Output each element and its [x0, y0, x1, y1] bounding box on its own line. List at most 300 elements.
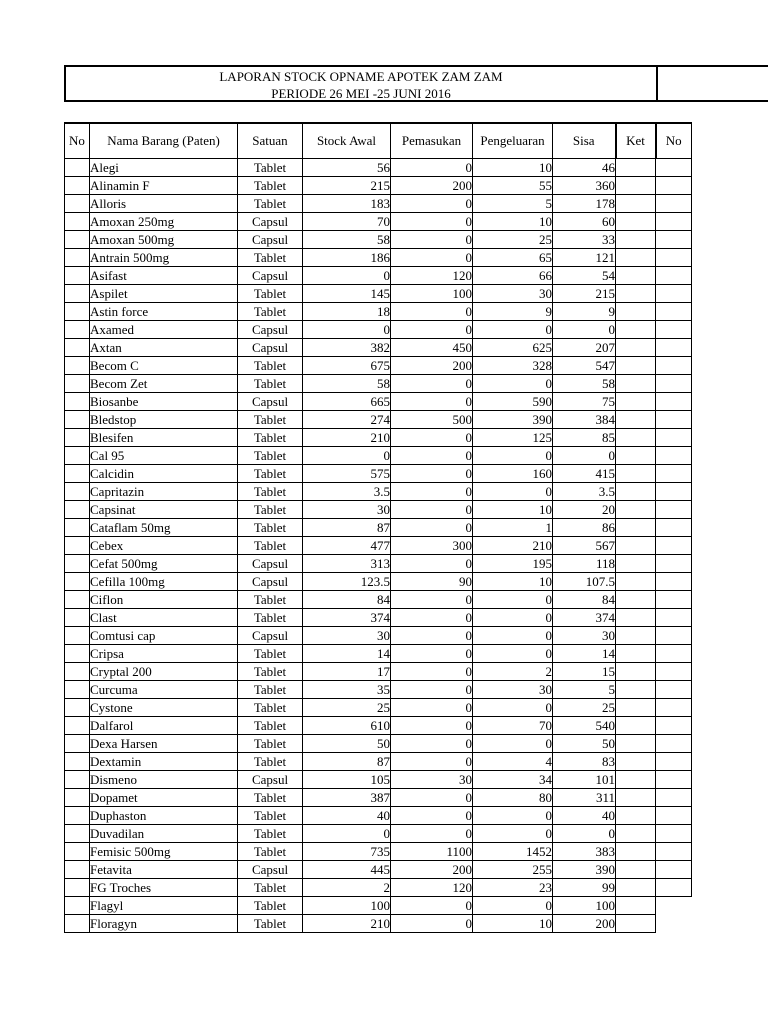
cell-no	[65, 339, 90, 357]
table-row	[65, 897, 692, 915]
cell-unit: Capsul	[238, 213, 303, 231]
cell-no-right	[656, 159, 692, 177]
cell-name: Duphaston	[90, 807, 238, 825]
cell-sisa: 547	[553, 357, 616, 375]
cell-sisa: 0	[553, 321, 616, 339]
cell-ket	[616, 717, 656, 735]
cell-name: Dalfarol	[90, 717, 238, 735]
cell-sisa: 101	[553, 771, 616, 789]
cell-stock-awal: 675	[303, 357, 391, 375]
cell-unit: Tablet	[238, 915, 303, 933]
cell-stock-awal: 56	[303, 159, 391, 177]
cell-sisa: 40	[553, 807, 616, 825]
table-row	[65, 645, 692, 663]
cell-no	[65, 555, 90, 573]
cell-no-right	[656, 519, 692, 537]
cell-name: Biosanbe	[90, 393, 238, 411]
table-row	[65, 321, 692, 339]
cell-ket	[616, 609, 656, 627]
cell-pengeluaran: 0	[473, 735, 553, 753]
cell-no-right	[656, 735, 692, 753]
cell-unit: Capsul	[238, 339, 303, 357]
cell-pengeluaran: 0	[473, 591, 553, 609]
cell-no-right	[656, 681, 692, 699]
cell-no-right	[656, 879, 692, 897]
cell-unit: Tablet	[238, 447, 303, 465]
cell-no-right	[656, 267, 692, 285]
cell-ket	[616, 591, 656, 609]
cell-pengeluaran: 25	[473, 231, 553, 249]
cell-no	[65, 249, 90, 267]
cell-pemasukan: 500	[391, 411, 473, 429]
cell-sisa: 415	[553, 465, 616, 483]
cell-no-right	[656, 429, 692, 447]
cell-pemasukan: 90	[391, 573, 473, 591]
cell-ket	[616, 789, 656, 807]
cell-ket	[616, 807, 656, 825]
cell-no	[65, 483, 90, 501]
cell-no-right	[656, 465, 692, 483]
cell-pemasukan: 0	[391, 159, 473, 177]
cell-sisa: 567	[553, 537, 616, 555]
cell-pengeluaran: 0	[473, 897, 553, 915]
cell-sisa: 360	[553, 177, 616, 195]
cell-no-right	[656, 249, 692, 267]
table-row	[65, 231, 692, 249]
cell-pemasukan: 0	[391, 393, 473, 411]
cell-name: Alegi	[90, 159, 238, 177]
cell-pemasukan: 0	[391, 231, 473, 249]
cell-no-right	[656, 483, 692, 501]
header-ket: Ket	[616, 123, 656, 159]
cell-pemasukan: 200	[391, 861, 473, 879]
cell-name: Blesifen	[90, 429, 238, 447]
cell-sisa: 14	[553, 645, 616, 663]
table-row	[65, 825, 692, 843]
cell-no	[65, 375, 90, 393]
table-row	[65, 303, 692, 321]
cell-pengeluaran: 10	[473, 915, 553, 933]
cell-pemasukan: 200	[391, 177, 473, 195]
cell-ket	[616, 393, 656, 411]
table-row	[65, 285, 692, 303]
cell-stock-awal: 387	[303, 789, 391, 807]
table-row	[65, 627, 692, 645]
cell-name: Becom Zet	[90, 375, 238, 393]
cell-name: Bledstop	[90, 411, 238, 429]
table-row	[65, 843, 692, 861]
cell-name: Dexa Harsen	[90, 735, 238, 753]
cell-sisa: 118	[553, 555, 616, 573]
cell-no-right	[656, 897, 692, 915]
table-body	[65, 159, 692, 933]
cell-name: Dopamet	[90, 789, 238, 807]
cell-no	[65, 681, 90, 699]
cell-no	[65, 789, 90, 807]
cell-no-right	[656, 717, 692, 735]
cell-stock-awal: 0	[303, 321, 391, 339]
table-row	[65, 735, 692, 753]
cell-pengeluaran: 1452	[473, 843, 553, 861]
table-row	[65, 501, 692, 519]
cell-sisa: 374	[553, 609, 616, 627]
table-row	[65, 483, 692, 501]
table-row	[65, 249, 692, 267]
cell-ket	[616, 537, 656, 555]
table-row	[65, 789, 692, 807]
cell-name: Alinamin F	[90, 177, 238, 195]
cell-no-right	[656, 303, 692, 321]
cell-name: Amoxan 500mg	[90, 231, 238, 249]
cell-sisa: 0	[553, 825, 616, 843]
cell-pemasukan: 0	[391, 555, 473, 573]
cell-no-right	[656, 321, 692, 339]
cell-name: Cefilla 100mg	[90, 573, 238, 591]
cell-no	[65, 159, 90, 177]
cell-sisa: 200	[553, 915, 616, 933]
cell-sisa: 3.5	[553, 483, 616, 501]
cell-pengeluaran: 80	[473, 789, 553, 807]
cell-sisa: 15	[553, 663, 616, 681]
cell-no	[65, 645, 90, 663]
cell-no-right	[656, 789, 692, 807]
cell-name: Cystone	[90, 699, 238, 717]
cell-stock-awal: 40	[303, 807, 391, 825]
cell-pengeluaran: 70	[473, 717, 553, 735]
cell-pengeluaran: 0	[473, 825, 553, 843]
cell-name: Capsinat	[90, 501, 238, 519]
cell-name: Aspilet	[90, 285, 238, 303]
cell-name: Alloris	[90, 195, 238, 213]
cell-name: FG Troches	[90, 879, 238, 897]
cell-pengeluaran: 0	[473, 375, 553, 393]
cell-sisa: 215	[553, 285, 616, 303]
cell-pemasukan: 0	[391, 915, 473, 933]
cell-pengeluaran: 0	[473, 609, 553, 627]
table-row	[65, 519, 692, 537]
cell-name: Capritazin	[90, 483, 238, 501]
table-row	[65, 861, 692, 879]
table-row	[65, 681, 692, 699]
cell-name: Asifast	[90, 267, 238, 285]
cell-name: Axtan	[90, 339, 238, 357]
cell-no-right	[656, 177, 692, 195]
cell-no	[65, 213, 90, 231]
table-row	[65, 717, 692, 735]
cell-no	[65, 897, 90, 915]
cell-name: Cebex	[90, 537, 238, 555]
cell-no	[65, 699, 90, 717]
cell-stock-awal: 382	[303, 339, 391, 357]
cell-ket	[616, 699, 656, 717]
cell-pengeluaran: 4	[473, 753, 553, 771]
cell-unit: Tablet	[238, 249, 303, 267]
cell-stock-awal: 87	[303, 519, 391, 537]
cell-unit: Tablet	[238, 375, 303, 393]
cell-pengeluaran: 10	[473, 501, 553, 519]
cell-sisa: 33	[553, 231, 616, 249]
cell-name: Astin force	[90, 303, 238, 321]
cell-unit: Tablet	[238, 429, 303, 447]
cell-pemasukan: 0	[391, 501, 473, 519]
cell-sisa: 384	[553, 411, 616, 429]
cell-name: Floragyn	[90, 915, 238, 933]
cell-no-right	[656, 447, 692, 465]
cell-no	[65, 591, 90, 609]
cell-no	[65, 429, 90, 447]
table-row	[65, 699, 692, 717]
cell-no-right	[656, 609, 692, 627]
cell-no	[65, 357, 90, 375]
cell-no-right	[656, 753, 692, 771]
cell-pengeluaran: 590	[473, 393, 553, 411]
cell-name: Cataflam 50mg	[90, 519, 238, 537]
cell-name: Dismeno	[90, 771, 238, 789]
cell-unit: Capsul	[238, 555, 303, 573]
cell-unit: Capsul	[238, 393, 303, 411]
cell-stock-awal: 17	[303, 663, 391, 681]
cell-name: Cefat 500mg	[90, 555, 238, 573]
table-row	[65, 591, 692, 609]
cell-sisa: 0	[553, 447, 616, 465]
cell-pemasukan: 0	[391, 519, 473, 537]
table-row	[65, 339, 692, 357]
cell-ket	[616, 231, 656, 249]
cell-unit: Tablet	[238, 825, 303, 843]
cell-pengeluaran: 255	[473, 861, 553, 879]
cell-unit: Tablet	[238, 357, 303, 375]
cell-stock-awal: 665	[303, 393, 391, 411]
cell-unit: Tablet	[238, 753, 303, 771]
cell-sisa: 84	[553, 591, 616, 609]
cell-ket	[616, 915, 656, 933]
cell-ket	[616, 645, 656, 663]
cell-unit: Tablet	[238, 681, 303, 699]
cell-unit: Capsul	[238, 627, 303, 645]
cell-ket	[616, 735, 656, 753]
table-row	[65, 195, 692, 213]
cell-no-right	[656, 555, 692, 573]
table-row	[65, 879, 692, 897]
cell-no-right	[656, 645, 692, 663]
cell-no	[65, 609, 90, 627]
cell-pemasukan: 0	[391, 303, 473, 321]
cell-unit: Tablet	[238, 843, 303, 861]
cell-unit: Tablet	[238, 195, 303, 213]
cell-ket	[616, 375, 656, 393]
stock-table	[64, 122, 692, 933]
header-unit: Satuan	[238, 123, 303, 159]
cell-pengeluaran: 328	[473, 357, 553, 375]
cell-no-right	[656, 285, 692, 303]
table-row	[65, 357, 692, 375]
cell-no-right	[656, 393, 692, 411]
header-pengeluaran: Pengeluaran	[473, 123, 553, 159]
cell-sisa: 46	[553, 159, 616, 177]
cell-ket	[616, 159, 656, 177]
cell-name: Amoxan 250mg	[90, 213, 238, 231]
cell-pengeluaran: 65	[473, 249, 553, 267]
cell-no	[65, 519, 90, 537]
cell-name: Comtusi cap	[90, 627, 238, 645]
cell-unit: Tablet	[238, 879, 303, 897]
cell-ket	[616, 501, 656, 519]
table-row	[65, 177, 692, 195]
cell-pemasukan: 0	[391, 717, 473, 735]
cell-sisa: 85	[553, 429, 616, 447]
cell-stock-awal: 0	[303, 267, 391, 285]
cell-pengeluaran: 125	[473, 429, 553, 447]
header-name: Nama Barang (Paten)	[90, 123, 238, 159]
cell-name: Cryptal 200	[90, 663, 238, 681]
cell-no	[65, 303, 90, 321]
cell-unit: Tablet	[238, 807, 303, 825]
cell-pemasukan: 0	[391, 249, 473, 267]
cell-name: Cripsa	[90, 645, 238, 663]
cell-ket	[616, 573, 656, 591]
cell-pemasukan: 0	[391, 321, 473, 339]
cell-stock-awal: 610	[303, 717, 391, 735]
cell-unit: Tablet	[238, 411, 303, 429]
cell-pengeluaran: 9	[473, 303, 553, 321]
cell-stock-awal: 313	[303, 555, 391, 573]
cell-no	[65, 285, 90, 303]
cell-pengeluaran: 0	[473, 807, 553, 825]
cell-sisa: 540	[553, 717, 616, 735]
cell-unit: Tablet	[238, 609, 303, 627]
cell-sisa: 121	[553, 249, 616, 267]
cell-name: Calcidin	[90, 465, 238, 483]
cell-stock-awal: 25	[303, 699, 391, 717]
cell-name: Clast	[90, 609, 238, 627]
cell-ket	[616, 411, 656, 429]
cell-ket	[616, 357, 656, 375]
table-row	[65, 429, 692, 447]
cell-pemasukan: 0	[391, 447, 473, 465]
cell-pengeluaran: 66	[473, 267, 553, 285]
cell-name: Ciflon	[90, 591, 238, 609]
cell-no	[65, 861, 90, 879]
header-sisa: Sisa	[553, 123, 616, 159]
cell-stock-awal: 145	[303, 285, 391, 303]
cell-pemasukan: 0	[391, 663, 473, 681]
cell-unit: Capsul	[238, 771, 303, 789]
cell-pemasukan: 0	[391, 429, 473, 447]
cell-stock-awal: 30	[303, 627, 391, 645]
cell-no	[65, 771, 90, 789]
cell-sisa: 83	[553, 753, 616, 771]
cell-stock-awal: 105	[303, 771, 391, 789]
table-row	[65, 465, 692, 483]
cell-ket	[616, 195, 656, 213]
cell-ket	[616, 321, 656, 339]
cell-unit: Tablet	[238, 591, 303, 609]
cell-no	[65, 411, 90, 429]
cell-sisa: 178	[553, 195, 616, 213]
cell-sisa: 20	[553, 501, 616, 519]
cell-name: Dextamin	[90, 753, 238, 771]
cell-unit: Tablet	[238, 645, 303, 663]
cell-stock-awal: 100	[303, 897, 391, 915]
cell-pengeluaran: 2	[473, 663, 553, 681]
cell-pemasukan: 0	[391, 195, 473, 213]
cell-no-right	[656, 411, 692, 429]
cell-unit: Tablet	[238, 699, 303, 717]
cell-name: Fetavita	[90, 861, 238, 879]
cell-stock-awal: 0	[303, 447, 391, 465]
cell-pengeluaran: 195	[473, 555, 553, 573]
table-row	[65, 537, 692, 555]
cell-pengeluaran: 0	[473, 645, 553, 663]
cell-no	[65, 321, 90, 339]
cell-unit: Capsul	[238, 231, 303, 249]
cell-no	[65, 177, 90, 195]
cell-pengeluaran: 0	[473, 321, 553, 339]
report-title	[66, 67, 658, 100]
cell-unit: Capsul	[238, 267, 303, 285]
cell-ket	[616, 285, 656, 303]
cell-ket	[616, 447, 656, 465]
cell-no-right	[656, 699, 692, 717]
table-row	[65, 555, 692, 573]
header-no-right: No	[656, 123, 692, 159]
cell-no	[65, 231, 90, 249]
cell-sisa: 54	[553, 267, 616, 285]
cell-stock-awal: 2	[303, 879, 391, 897]
cell-ket	[616, 879, 656, 897]
cell-pemasukan: 0	[391, 609, 473, 627]
cell-pemasukan: 450	[391, 339, 473, 357]
cell-ket	[616, 555, 656, 573]
cell-no	[65, 843, 90, 861]
cell-ket	[616, 627, 656, 645]
cell-pengeluaran: 210	[473, 537, 553, 555]
cell-sisa: 30	[553, 627, 616, 645]
cell-stock-awal: 445	[303, 861, 391, 879]
table-row	[65, 771, 692, 789]
cell-sisa: 86	[553, 519, 616, 537]
cell-unit: Tablet	[238, 483, 303, 501]
cell-pengeluaran: 390	[473, 411, 553, 429]
table-row	[65, 375, 692, 393]
cell-stock-awal: 87	[303, 753, 391, 771]
cell-ket	[616, 825, 656, 843]
cell-stock-awal: 575	[303, 465, 391, 483]
cell-ket	[616, 681, 656, 699]
cell-stock-awal: 58	[303, 231, 391, 249]
cell-sisa: 58	[553, 375, 616, 393]
cell-no-right	[656, 807, 692, 825]
cell-sisa: 107.5	[553, 573, 616, 591]
cell-pengeluaran: 10	[473, 213, 553, 231]
cell-no	[65, 447, 90, 465]
table-row	[65, 393, 692, 411]
cell-pemasukan: 0	[391, 645, 473, 663]
cell-no-right	[656, 537, 692, 555]
cell-pengeluaran: 0	[473, 627, 553, 645]
header-no: No	[65, 123, 90, 159]
cell-ket	[616, 483, 656, 501]
cell-pemasukan: 0	[391, 735, 473, 753]
cell-ket	[616, 339, 656, 357]
cell-stock-awal: 30	[303, 501, 391, 519]
cell-pemasukan: 200	[391, 357, 473, 375]
cell-no	[65, 753, 90, 771]
cell-no-right	[656, 231, 692, 249]
cell-unit: Tablet	[238, 717, 303, 735]
cell-sisa: 383	[553, 843, 616, 861]
cell-pengeluaran: 30	[473, 681, 553, 699]
